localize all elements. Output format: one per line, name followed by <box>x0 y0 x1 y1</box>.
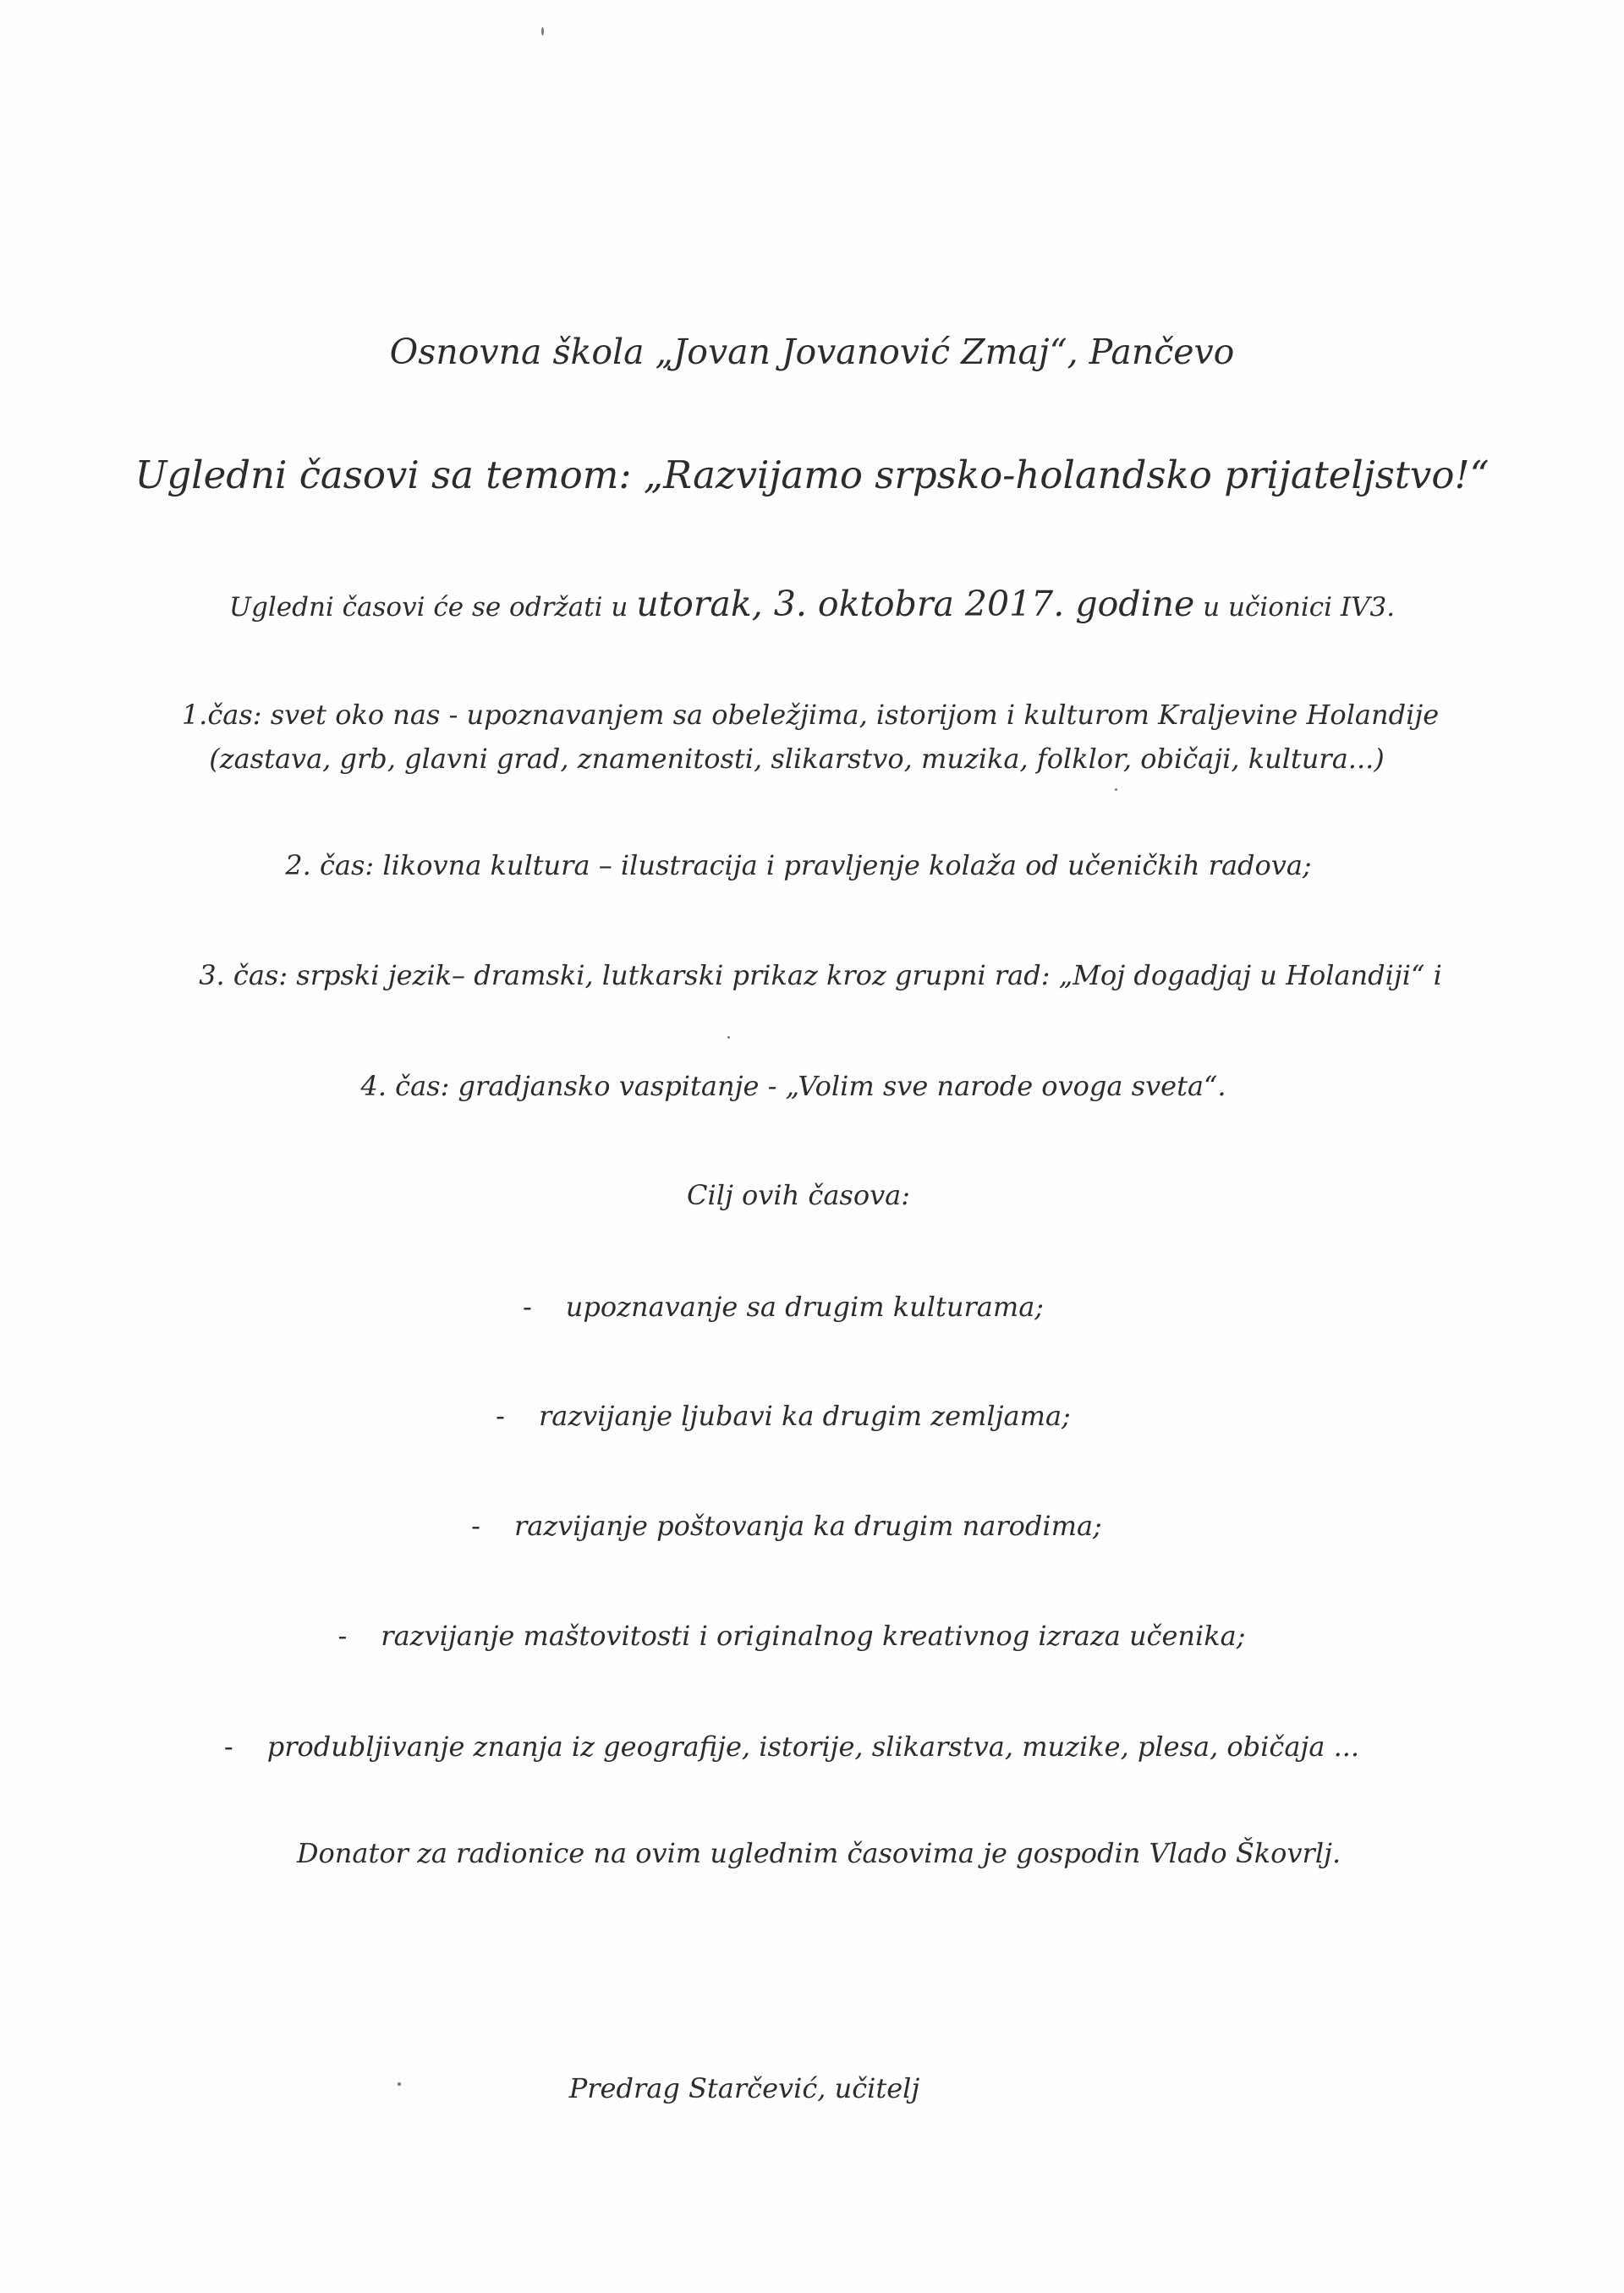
bullet-dash: - <box>471 1510 480 1542</box>
goal-text: razvijanje ljubavi ka drugim zemljama; <box>538 1400 1071 1432</box>
goal-text: upoznavanje sa drugim kulturama; <box>565 1291 1045 1323</box>
goal-item <box>0 1400 1595 1432</box>
bullet-dash: - <box>496 1400 505 1432</box>
goal-item <box>0 1291 1595 1323</box>
goal-item <box>0 1620 1604 1652</box>
announcement-suffix: u učionici IV3. <box>1194 592 1396 623</box>
goal-item <box>0 1510 1599 1542</box>
lesson4: 4. čas: gradjansko vaspitanje - „Volim sve narode ovoga sveta“. <box>360 1070 1226 1102</box>
announcement <box>0 584 1624 624</box>
scan-speck <box>1115 788 1117 791</box>
lesson3: 3. čas: srpski jezik– dramski, lutkarski prikaz kroz grupni rad: „Moj dogadjaj u Holandiji“ i <box>199 959 1442 991</box>
school-name: Osnovna škola „Jovan Jovanović Zmaj“, Pančevo <box>389 332 1235 372</box>
bullet-dash: - <box>223 1731 233 1763</box>
donor-note: Donator za radionice na ovim uglednim časovima je gospodin Vlado Škovrlj. <box>296 1837 1341 1869</box>
goal-item <box>0 1731 1604 1763</box>
goal-text: razvijanje maštovitosti i originalnog kreativnog izraza učenika; <box>381 1620 1246 1652</box>
scan-speck <box>398 2082 401 2086</box>
scan-speck <box>727 1036 730 1039</box>
announcement-date: utorak, 3. oktobra 2017. godine <box>636 584 1195 624</box>
goal-text: razvijanje poštovanja ka drugim narodima; <box>513 1510 1102 1542</box>
signature-line: Predrag Starčević, učitelj <box>568 2072 920 2104</box>
bullet-dash: - <box>522 1291 532 1323</box>
lesson2: 2. čas: likovna kultura – ilustracija i pravljenje kolaža od učeničkih radova; <box>285 849 1312 881</box>
goal-text: produbljivanje znanja iz geografije, istorije, slikarstva, muzike, plesa, običaja ... <box>266 1731 1360 1763</box>
bullet-dash: - <box>337 1620 348 1652</box>
lesson1-line2: (zastava, grb, glavni grad, znamenitosti, slikarstvo, muzika, folklor, običaji, kultura...) <box>209 743 1385 775</box>
lesson1-line1: 1.čas: svet oko nas - upoznavanjem sa obeležjima, istorijom i kulturom Kraljevine Holandije <box>181 699 1440 731</box>
document-heading: Ugledni časovi sa temom: „Razvijamo srpsko-holandsko prijateljstvo!“ <box>134 453 1490 497</box>
scan-speck <box>541 27 544 36</box>
goals-title: Cilj ovih časova: <box>686 1179 911 1211</box>
announcement-prefix: Ugledni časovi će se održati u <box>228 592 637 623</box>
